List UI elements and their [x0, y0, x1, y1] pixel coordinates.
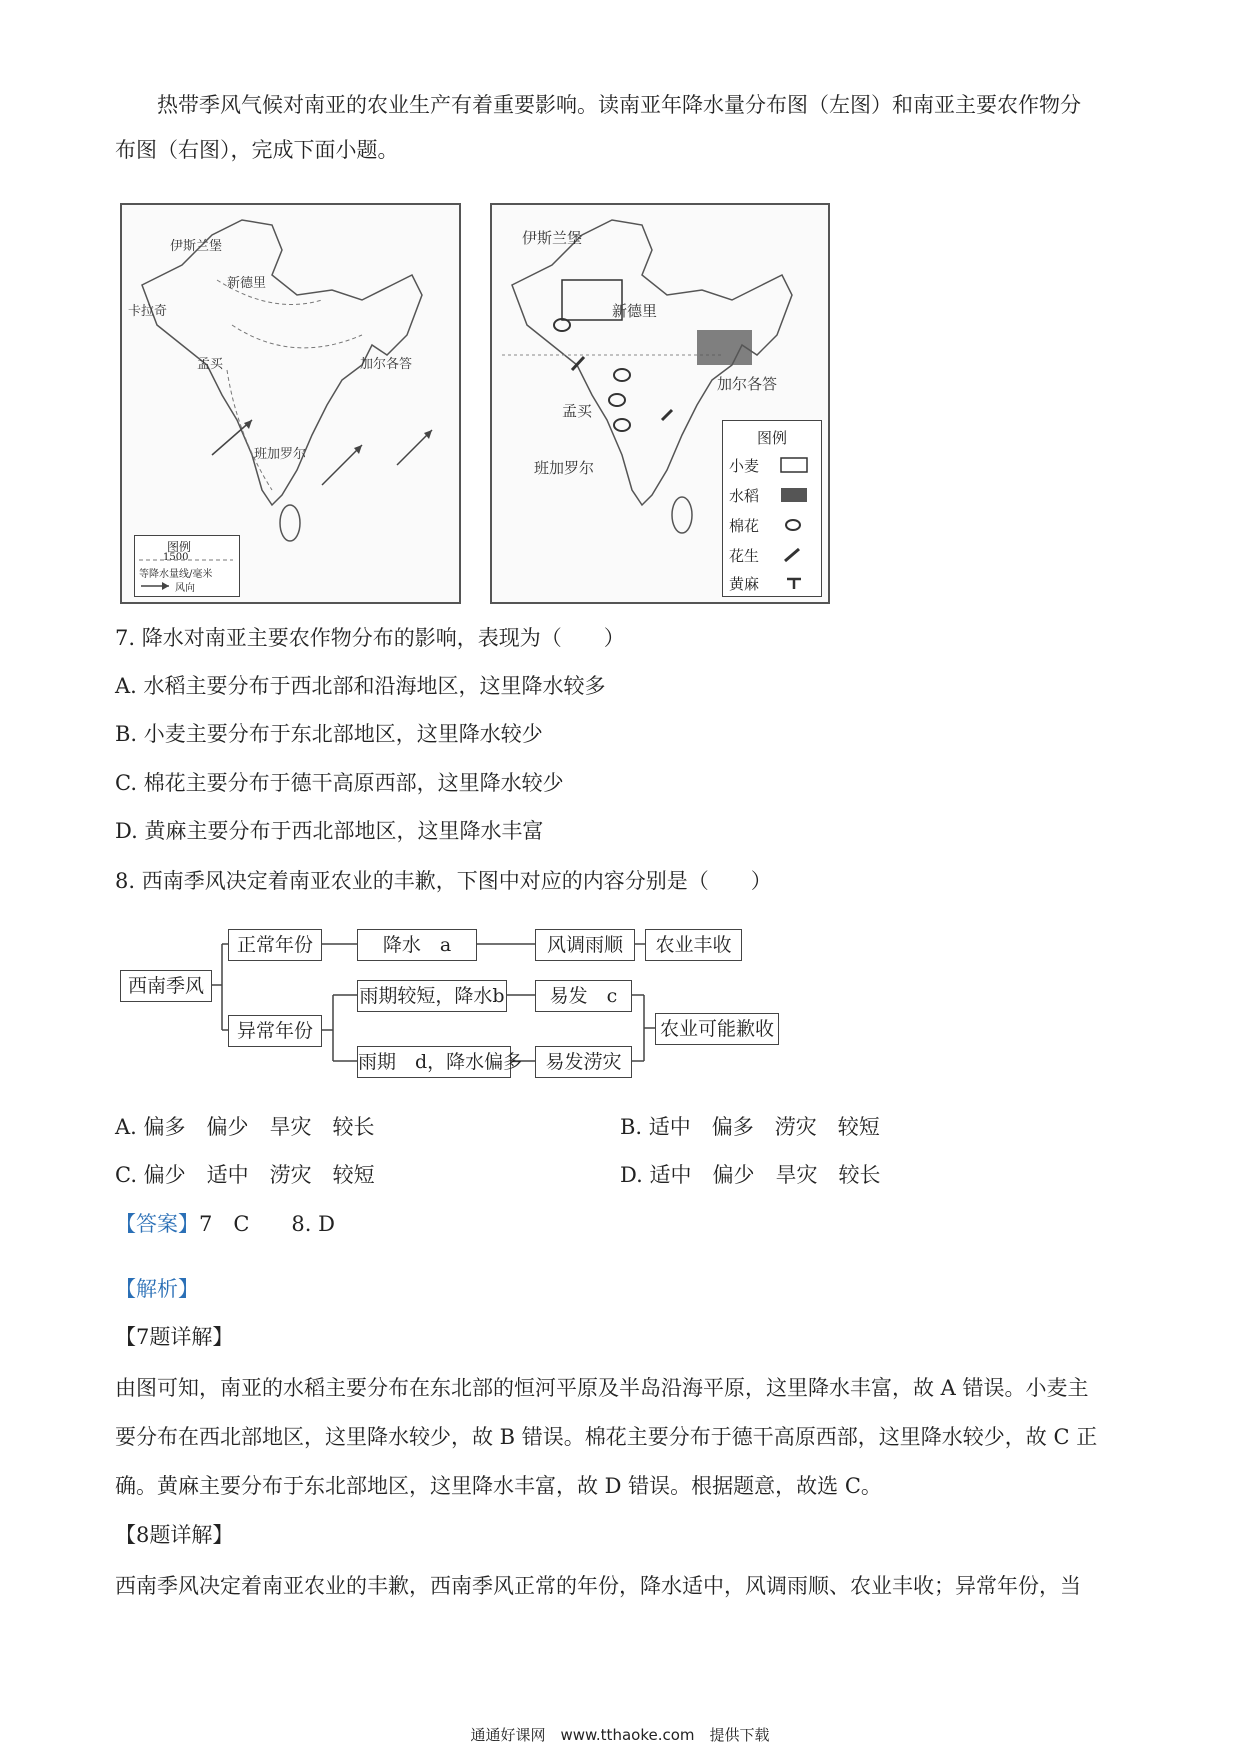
intro-line-1: 热带季风气候对南亚的农业生产有着重要影响。读南亚年降水量分布图（左图）和南亚主要农作物分 — [157, 93, 1081, 117]
map-label: 加尔各答 — [717, 375, 778, 393]
q8-option-b: B. 适中 偏多 涝灾 较短 — [620, 1115, 880, 1139]
q8-option-d: D. 适中 偏少 旱灾 较长 — [620, 1163, 881, 1187]
q7-detail-title: 【7题详解】 — [115, 1325, 234, 1349]
answer-line — [115, 1209, 335, 1239]
legend-item-wheat: 小麦 — [729, 457, 760, 475]
map-label: 新德里 — [612, 302, 658, 320]
analysis-tag-text: 【解析】 — [115, 1277, 199, 1301]
legend-item-jute: 黄麻 — [729, 575, 760, 593]
flow-abnormal-2-result: 易发涝灾 — [535, 1046, 632, 1078]
legend-item: 等降水量线/毫米 — [139, 569, 213, 580]
q7-option-d: D. 黄麻主要分布于西北部地区，这里降水丰富 — [115, 819, 544, 843]
flow-normal-result-2: 农业丰收 — [645, 929, 742, 961]
flow-abnormal-1: 雨期较短，降水b — [357, 980, 507, 1012]
legend-item-cotton: 棉花 — [729, 517, 760, 535]
q7-option-c: C. 棉花主要分布于德干高原西部，这里降水较少 — [115, 771, 564, 795]
flow-abnormal-1-result: 易发 c — [535, 980, 632, 1012]
q7-detail-line-1: 由图可知，南亚的水稻主要分布在东北部的恒河平原及半岛沿海平原，这里降水丰富，故 A 错误。小麦主 — [115, 1376, 1089, 1400]
legend-title: 图例 — [757, 429, 788, 447]
flow-normal-result-1: 风调雨顺 — [535, 929, 635, 961]
q8-option-c: C. 偏少 适中 涝灾 较短 — [115, 1163, 375, 1187]
map-label: 卡拉奇 — [128, 304, 168, 319]
flow-normal-year: 正常年份 — [228, 929, 322, 961]
legend-title: 图例 — [167, 540, 192, 554]
q7-detail-line-2: 要分布在西北部地区，这里降水较少，故 B 错误。棉花主要分布于德干高原西部，这里降水较少，故 C 正 — [115, 1425, 1098, 1449]
flow-normal-rain: 降水 a — [357, 929, 477, 961]
q8-detail-title: 【8题详解】 — [115, 1523, 234, 1547]
flow-abnormal-2: 雨期 d，降水偏多 — [357, 1046, 511, 1078]
legend-item: 风向 — [175, 583, 195, 594]
map-label: 加尔各答 — [360, 357, 413, 372]
map-label: 班加罗尔 — [254, 447, 307, 462]
map-label: 孟买 — [197, 357, 224, 372]
q7-detail-line-3: 确。黄麻主要分布于东北部地区，这里降水丰富，故 D 错误。根据题意，故选 C。 — [115, 1474, 882, 1498]
q8-option-a: A. 偏多 偏少 旱灾 较长 — [115, 1115, 375, 1139]
legend-item-rice: 水稻 — [729, 487, 760, 505]
answer-tag: 【答案】 — [115, 1212, 199, 1236]
intro-line-2: 布图（右图），完成下面小题。 — [115, 138, 399, 162]
map-label: 伊斯兰堡 — [522, 229, 583, 247]
legend-item-peanut: 花生 — [729, 547, 760, 565]
flow-abnormal-final: 农业可能歉收 — [655, 1013, 779, 1045]
q8-stem: 8. 西南季风决定着南亚农业的丰歉，下图中对应的内容分别是（ ） — [115, 869, 772, 893]
q8-detail-line-1: 西南季风决定着南亚农业的丰歉，西南季风正常的年份，降水适中，风调雨顺、农业丰收；异常年份，当 — [115, 1574, 1081, 1598]
map-label: 新德里 — [227, 276, 267, 291]
legend-item: 1500 — [163, 552, 189, 563]
q7-option-b: B. 小麦主要分布于东北部地区，这里降水较少 — [115, 722, 543, 746]
flow-abnormal-year: 异常年份 — [228, 1015, 322, 1047]
map-label: 班加罗尔 — [534, 459, 595, 477]
q7-stem: 7. 降水对南亚主要农作物分布的影响，表现为（ ） — [115, 626, 625, 650]
q7-option-a: A. 水稻主要分布于西北部和沿海地区，这里降水较多 — [115, 674, 606, 698]
map-label: 伊斯兰堡 — [170, 239, 223, 254]
analysis-tag — [115, 1274, 199, 1304]
page-footer: 通通好课网 www.tthaoke.com 提供下载 — [470, 1726, 770, 1744]
map-label: 孟买 — [562, 402, 593, 420]
flow-root: 西南季风 — [120, 970, 212, 1002]
answer-text: 7 C 8. D — [199, 1212, 335, 1236]
